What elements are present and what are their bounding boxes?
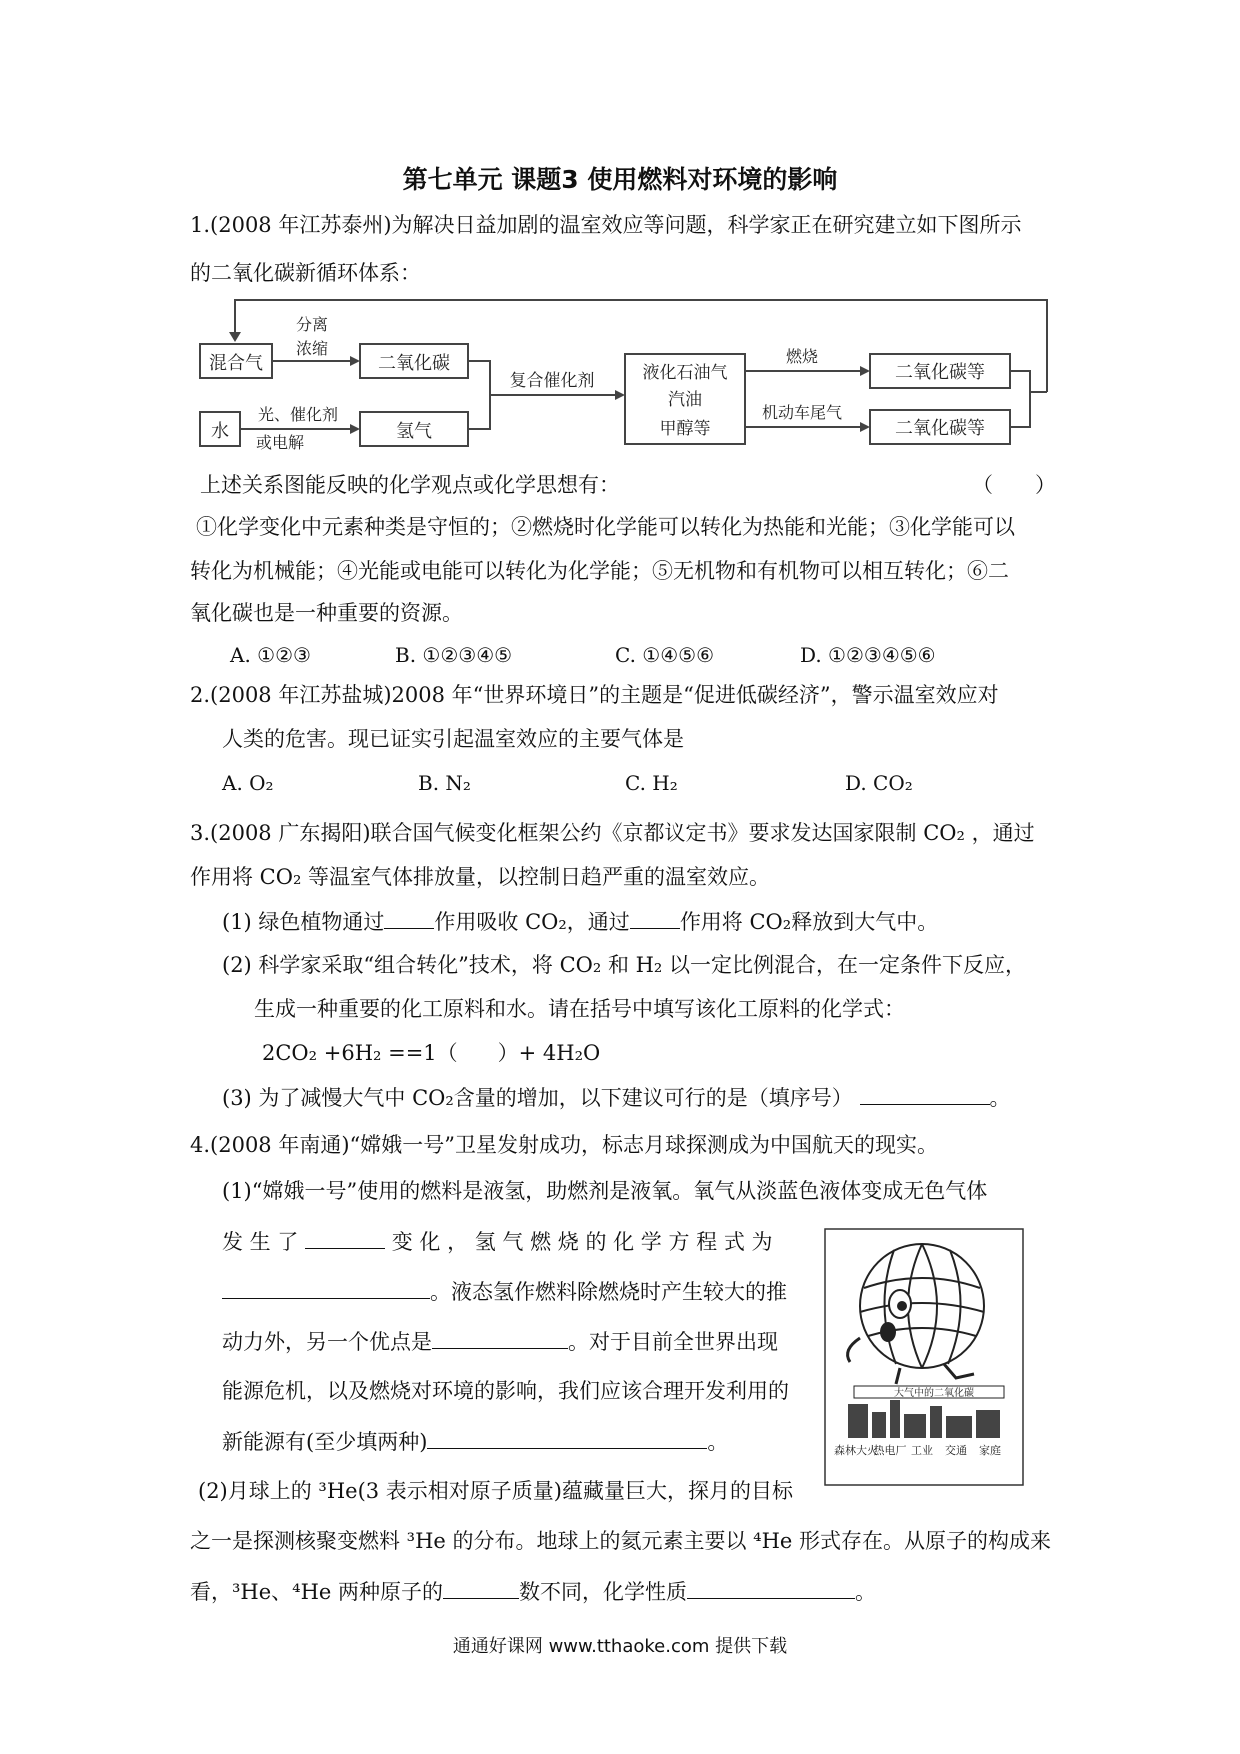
q4-sub-1-line-3 [222,1276,787,1307]
co2-banner-text: 大气中的二氧化碳 [894,1388,974,1399]
q4-sub-2-line-3-c: 。 [855,1580,876,1604]
box-fuel-3: 甲醇等 [659,419,711,439]
q1-body-3: 氧化碳也是一种重要的资源。 [190,601,463,625]
q2-option-d: D. CO₂ [845,771,913,795]
box-co2-etc-1-label: 二氧化碳等 [895,362,985,383]
q4-sub-2-line-3 [190,1576,876,1607]
source-household: 家庭 [979,1444,1001,1457]
source-transport: 交通 [945,1444,967,1457]
page-title: 第七单元 课题3 使用燃料对环境的影响 [402,165,838,194]
q4-blank-change-type[interactable] [305,1226,385,1249]
q1-line-1: 1.(2008 年江苏泰州)为解决日益加剧的温室效应等问题，科学家正在研究建立如下图所示 [190,213,1022,237]
q4-sub-1-line-2 [222,1226,773,1257]
q3-sub-3 [222,1082,1011,1113]
source-industry: 工业 [911,1444,933,1457]
box-mixed-gas-label: 混合气 [209,353,263,374]
q4-sub-1-line-4-b: 。对于目前全世界出现 [568,1330,778,1354]
q4-blank-new-energy[interactable] [427,1426,707,1449]
q4-line-1: 4.(2008 年南通)“嫦娥一号”卫星发射成功，标志月球探测成为中国航天的现实。 [190,1133,939,1157]
q4-blank-property[interactable] [687,1576,855,1599]
q3-blank-absorb[interactable] [384,906,434,929]
label-light-1: 光、催化剂 [257,405,339,424]
q1-body-1: ①化学变化中元素种类是守恒的；②燃烧时化学能可以转化为热能和光能；③化学能可以 [196,515,1015,539]
box-co2-etc-2-label: 二氧化碳等 [895,418,985,439]
q4-blank-particle[interactable] [443,1576,519,1599]
q4-sub-1-line-2-b: 变 化 ， 氢 气 燃 烧 的 化 学 方 程 式 为 [391,1230,773,1254]
box-h2-label: 氢气 [396,421,432,442]
q2-option-b: B. N₂ [418,771,471,795]
q4-blank-advantage[interactable] [432,1326,568,1349]
q4-sub-1-line-4 [222,1326,778,1357]
q3-sub-1-part-a: (1) 绿色植物通过 [222,910,385,934]
label-separate-1: 分离 [295,315,329,334]
co2-cycle-diagram [190,292,1060,452]
box-water-label: 水 [211,421,229,442]
q1-option-d: D. ①②③④⑤⑥ [800,643,936,667]
q3-blank-suggestion[interactable] [860,1082,990,1105]
q4-sub-1-line-1: (1)“嫦娥一号”使用的燃料是液氢，助燃剂是液氧。氧气从淡蓝色液体变成无色气体 [222,1179,988,1203]
q1-option-a: A. ①②③ [230,643,311,667]
box-fuel-2: 汽油 [668,390,702,410]
q3-sub-2-line-2: 生成一种重要的化工原料和水。请在括号中填写该化工原料的化学式： [254,997,905,1021]
q4-sub-2-line-3-a: 看，³He、⁴He 两种原子的 [190,1580,443,1604]
q3-sub-3-end: 。 [989,1086,1011,1110]
q2-line-1: 2.(2008 年江苏盐城)2008 年“世界环境日”的主题是“促进低碳经济”，警示温室效应对 [190,683,999,707]
q3-sub-1 [222,906,938,937]
right-bracket [1010,371,1030,427]
q2-option-a: A. O₂ [222,771,274,795]
mouth-icon [880,1322,896,1342]
q1-body-2: 转化为机械能；④光能或电能可以转化为化学能；⑤无机物和有机物可以相互转化；⑥二 [190,559,1009,583]
q1-stem: 上述关系图能反映的化学观点或化学思想有： [200,473,620,497]
q3-equation-right: ）+ 4H₂O [497,1041,601,1065]
q4-sub-2-line-2: 之一是探测核聚变燃料 ³He 的分布。地球上的氦元素主要以 ⁴He 形式存在。从原子的构成来 [190,1529,1052,1553]
q3-equation [262,1038,600,1068]
box-co2-label: 二氧化碳 [378,353,450,374]
q4-sub-1-line-5: 能源危机，以及燃烧对环境的影响，我们应该合理开发利用的 [222,1379,789,1403]
q3-equation-left: 2CO₂ +6H₂ ==1（ [262,1041,458,1065]
q4-sub-1-line-6-b: 。 [707,1430,729,1454]
source-power-plant: 热电厂 [873,1444,907,1457]
earth-co2-cartoon [824,1228,1024,1486]
q1-answer-paren: （ ） [972,473,1056,497]
q4-sub-2-line-3-b: 数不同，化学性质 [519,1580,687,1604]
q3-line-1: 3.(2008 广东揭阳)联合国气候变化框架公约《京都议定书》要求发达国家限制 CO₂ ，通过 [190,821,1035,845]
merge-bracket [468,361,490,429]
q4-sub-1-line-3-text: 。液态氢作燃料除燃烧时产生较大的推 [430,1280,787,1304]
source-forest-fire: 森林大火 [834,1444,878,1457]
q3-sub-3-text: (3) 为了减慢大气中 CO₂含量的增加，以下建议可行的是（填序号） [222,1086,853,1110]
page-footer: 通通好课网 www.tthaoke.com 提供下载 [452,1636,788,1657]
q3-blank-release[interactable] [630,906,680,929]
label-separate-2: 浓缩 [295,339,329,358]
q2-line-2: 人类的危害。现已证实引起温室效应的主要气体是 [222,727,684,751]
q4-sub-2-line-1: (2)月球上的 ³He(3 表示相对原子质量)蕴藏量巨大，探月的目标 [198,1479,794,1503]
q4-blank-equation[interactable] [222,1276,430,1299]
q2-option-c: C. H₂ [625,771,678,795]
label-burn: 燃烧 [785,347,819,366]
q1-line-2: 的二氧化碳新循环体系： [190,261,421,285]
q3-line-2: 作用将 CO₂ 等温室气体排放量，以控制日趋严重的温室效应。 [190,865,771,889]
label-catalyst: 复合催化剂 [509,371,595,391]
q3-sub-2-line-1: (2) 科学家采取“组合转化”技术，将 CO₂ 和 H₂ 以一定比例混合，在一定条件下反应， [222,953,1027,977]
label-light-2: 或电解 [255,433,305,452]
q1-option-c: C. ①④⑤⑥ [615,643,715,667]
feedback-arrow-head [229,332,241,342]
q4-sub-1-line-6-a: 新能源有(至少填两种) [222,1430,428,1454]
label-exhaust: 机动车尾气 [761,403,843,422]
q4-sub-1-line-2-a: 发 生 了 [222,1230,299,1254]
q4-sub-1-line-6 [222,1426,728,1457]
q3-sub-1-part-c: 作用将 CO₂释放到大气中。 [679,910,939,934]
q1-option-b: B. ①②③④⑤ [395,643,513,667]
q3-sub-1-part-b: 作用吸收 CO₂，通过 [434,910,630,934]
q4-sub-1-line-4-a: 动力外，另一个优点是 [222,1330,432,1354]
box-fuel-1: 液化石油气 [642,363,728,383]
